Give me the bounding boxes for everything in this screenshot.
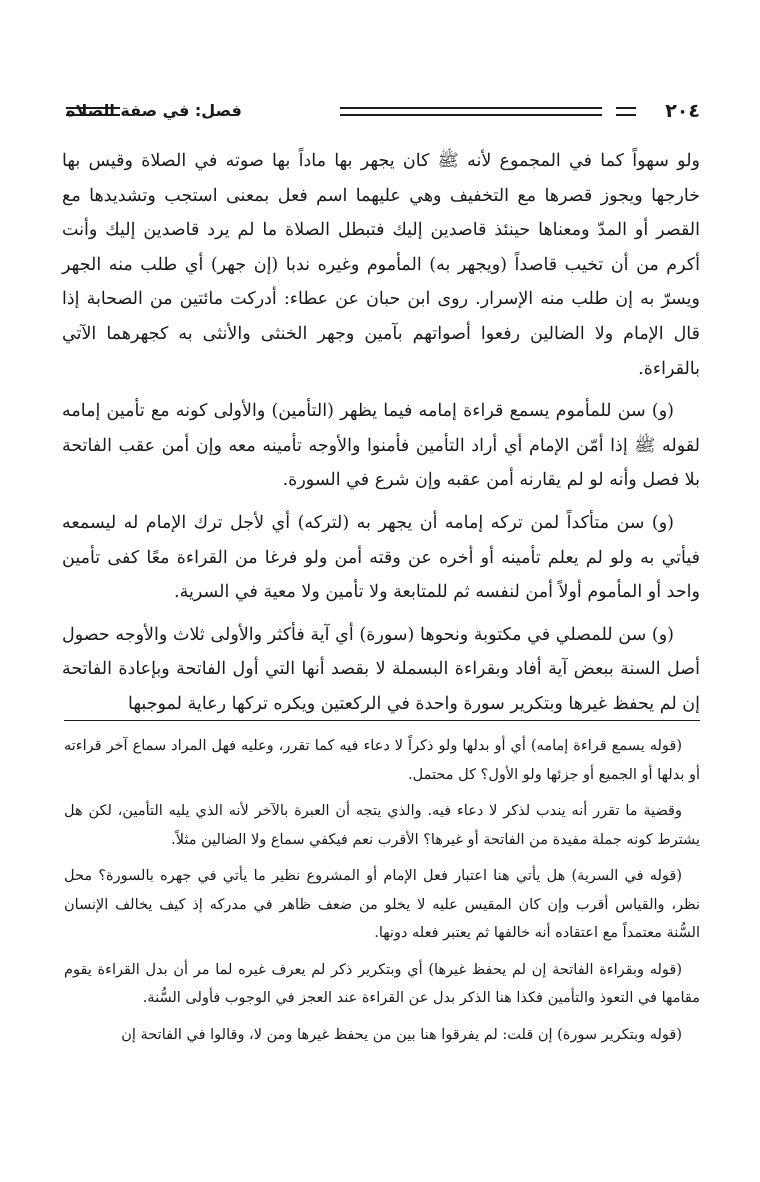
footnote: (قوله في السرية) هل يأتي هنا اعتبار فعل الإمام أو المشروع نظير ما يأتي في جهره بالسورة؟ محل نظر، والقياس أقرب وإن كان المقيس عليه لا يخلو من ضعف ظاهر في مدركه إذ كيف يخالف الإنسان السُّنة معتمداً مع اعتقاده أنه خالفها ثم يعتبر فعله دونها. — [64, 868, 700, 941]
footnotes — [64, 732, 700, 1057]
main-text — [62, 144, 700, 730]
main-paragraph: (و) سن متأكداً لمن تركه إمامه أن يجهر به (لتركه) أي لأجل ترك الإمام له ليسمعه فيأتي به ولو لم يعلم تأمينه أو أخره عن وقته أمن ولو فرغا من القراءة معًا كفى تأمين واحد أو المأموم أولاً أمن لنفسه ثم للمتابعة ولا تأمين ولا معية في السرية. — [62, 512, 700, 603]
main-paragraph: (و) سن للمصلي في مكتوبة ونحوها (سورة) أي آية فأكثر والأولى ثلاث والأوجه حصول أصل السنة ببعض آية أفاد وبقراءة البسملة لا بقصد أنها التي أول الفاتحة وبإعادة الفاتحة إن لم يحفظ غيرها وبتكرير سورة واحدة في الركعتين ويكره تركها رعاية لموجبها — [62, 624, 700, 714]
main-paragraph: (و) سن للمأموم يسمع قراءة إمامه فيما يظهر (التأمين) والأولى كونه مع تأمين إمامه لقوله ﷺ إذا أمّن الإمام أي أراد التأمين فأمنوا والأوجه تأمينه معه وإن أمن عقب الفاتحة بلا فصل وأنه لو لم يقارنه أمن عقبه وإن شرع في السورة. — [62, 401, 700, 491]
footnote: (قوله وبتكرير سورة) إن قلت: لم يفرقوا هنا بين من يحفظ غيرها ومن لا، وقالوا في الفاتحة إن — [121, 1026, 682, 1043]
section-title: فصل: في صفة الصلاة — [66, 101, 242, 120]
header-rule-short — [616, 107, 636, 116]
footnote-separator — [64, 720, 700, 721]
running-header — [66, 96, 700, 126]
header-rule-long — [340, 107, 602, 116]
footnote: (قوله يسمع قراءة إمامه) أي أو بدلها ولو ذكراً لا دعاء فيه كما تقرر، وعليه فهل المراد سماع آخر قراءته أو بدلها أو الجميع أو جزئها ولو الأول؟ كل محتمل. — [64, 738, 700, 783]
header-rule-left — [66, 107, 120, 116]
main-paragraph: ولو سهواً كما في المجموع لأنه ﷺ كان يجهر بها ماداً بها صوته في الصلاة وقيس بها خارجها ويجوز قصرها مع التخفيف وهي عليهما اسم فعل بمعنى استجب وتشديدها مع القصر أو المدّ ومعناها حينئذ قاصدين إليك فتبطل الصلاة ما لم يرد قاصدين إليك وأنت أكرم من أن تخيب قاصداً (ويجهر به) المأموم وغيره ندبا (إن جهر) أي طلب منه الجهر ويسرّ به إن طلب منه الإسرار. روى ابن حبان عن عطاء: أدركت مائتين من الصحابة إذا قال الإمام ولا الضالين رفعوا أصواتهم بآمين وجهر الخنثى والأنثى به كجهرهما الآتي بالقراءة. — [62, 151, 700, 379]
footnote: (قوله وبقراءة الفاتحة إن لم يحفظ غيرها) أي وبتكرير ذكر لم يعرف غيره لما مر أن بدل القراءة يقوم مقامها في التعوذ والتأمين فكذا هنا الذكر بدل عن القراءة عند العجز في الوجوب فأولى السُّنة. — [64, 961, 700, 1006]
footnote: وقضية ما تقرر أنه يندب لذكر لا دعاء فيه. والذي يتجه أن العبرة بالآخر لأنه الذي يليه التأمين، لكن هل يشترط كونه جملة مفيدة من الفاتحة أو غيرها؟ الأقرب نعم فيكفي سماع ولا الضالين مثلاً. — [64, 803, 700, 848]
page-number: ٢٠٤ — [665, 100, 700, 122]
